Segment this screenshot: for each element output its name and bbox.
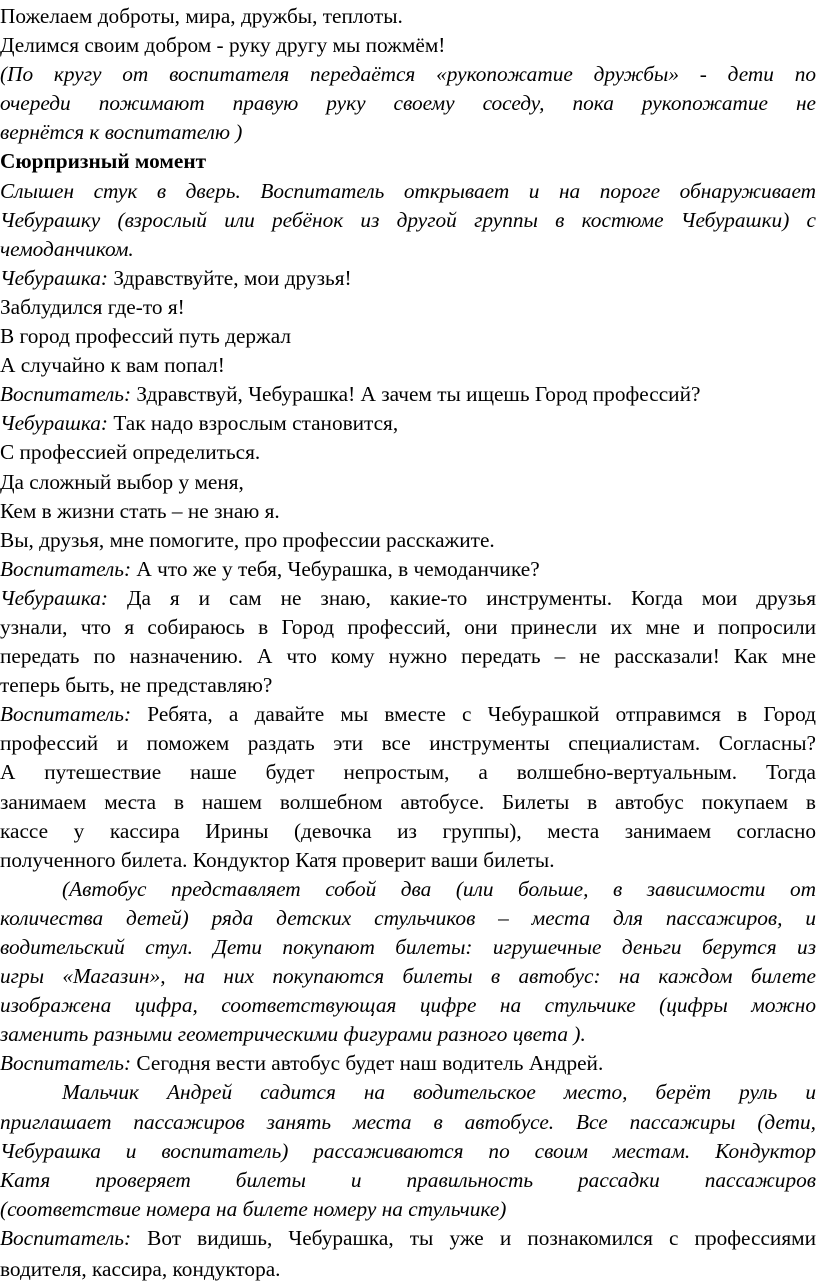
text-line: Заблудился где-то я! bbox=[0, 294, 185, 319]
speech-line bbox=[0, 584, 816, 613]
speech-text: Здравствуйте, мои друзья! bbox=[108, 265, 352, 290]
italic-line: (По кругу от воспитателя передаётся «рукопожатие дружбы» - дети по bbox=[0, 62, 816, 87]
text-line: Да сложный выбор у меня, bbox=[0, 469, 244, 494]
text-line: Кем в жизни стать – не знаю я. bbox=[0, 498, 280, 523]
text-line: водителя, кассира, кондуктора. bbox=[0, 1257, 281, 1282]
speaker-label: Воспитатель: bbox=[0, 1225, 132, 1250]
italic-line: количества детей) ряда детских стульчиков – места для пассажиров, и bbox=[0, 905, 816, 930]
text-line: занимаем места в нашем волшебном автобусе. Билеты в автобус покупаем в bbox=[0, 789, 816, 814]
speaker-label: Чебурашка: bbox=[0, 265, 108, 290]
speech-line bbox=[0, 409, 816, 438]
italic-line: (Автобус представляет собой два (или больше, в зависимости от bbox=[62, 876, 816, 901]
speaker-label: Воспитатель: bbox=[0, 702, 132, 727]
text-line: теперь быть, не представляю? bbox=[0, 673, 273, 698]
italic-line: Слышен стук в дверь. Воспитатель открывает и на пороге обнаруживает bbox=[0, 178, 816, 203]
speech-line bbox=[0, 555, 816, 584]
italic-line: Катя проверяет билеты и правильность рассадки пассажиров bbox=[0, 1167, 816, 1192]
speaker-label: Чебурашка: bbox=[0, 411, 108, 436]
italic-line: (соответствие номера на билете номеру на стульчике) bbox=[0, 1196, 507, 1221]
speech-text: А что же у тебя, Чебурашка, в чемоданчике? bbox=[131, 556, 540, 581]
italic-line: изображена цифра, соответствующая цифре на стульчике (цифры можно bbox=[0, 993, 816, 1018]
speech-line bbox=[0, 264, 816, 293]
text-line: узнали, что я собираюсь в Город профессий, они принесли их мне и попросили bbox=[0, 614, 816, 639]
speech-text: Так надо взрослым становится, bbox=[108, 411, 399, 436]
stage-direction bbox=[0, 875, 816, 1050]
italic-line: Мальчик Андрей садится на водительское место, берёт руль и bbox=[62, 1080, 816, 1105]
speaker-label: Воспитатель: bbox=[0, 382, 132, 407]
speech-line bbox=[0, 1224, 816, 1253]
stage-direction bbox=[0, 177, 816, 264]
italic-line: чемоданчиком. bbox=[0, 236, 134, 261]
italic-line: игры «Магазин», на них покупаются билеты в автобус: на каждом билете bbox=[0, 964, 816, 989]
text-line: Пожелаем доброты, мира, дружбы, теплоты. bbox=[0, 4, 403, 28]
text-line: кассе у кассира Ирины (девочка из группы), места занимаем согласно bbox=[0, 818, 816, 843]
italic-line: водительский стул. Дети покупают билеты: игрушечные деньги берутся из bbox=[0, 935, 816, 959]
speech-paragraph bbox=[0, 584, 816, 700]
speech-paragraph bbox=[0, 700, 816, 875]
text-line: Делимся своим добром - руку другу мы пожмём! bbox=[0, 33, 446, 58]
speech-line bbox=[0, 380, 816, 409]
italic-line: Чебурашка и воспитатель) рассаживаются по своим местам. Кондуктор bbox=[0, 1138, 816, 1163]
speaker-label: Чебурашка: bbox=[0, 585, 108, 610]
text-line: профессий и поможем раздать эти все инструменты специалистам. Согласны? bbox=[0, 731, 816, 756]
text-line: А путешествие наше будет непростым, а волшебно-вертуальным. Тогда bbox=[0, 760, 816, 785]
text-line: С профессией определиться. bbox=[0, 440, 261, 465]
speaker-label: Воспитатель: bbox=[0, 1051, 132, 1076]
text-line: Вы, друзья, мне помогите, про профессии расскажите. bbox=[0, 527, 495, 552]
speech-line bbox=[0, 700, 816, 729]
speech-line bbox=[0, 1049, 816, 1078]
stage-direction bbox=[0, 60, 816, 147]
italic-line: приглашает пассажиров занять места в автобусе. Все пассажиры (дети, bbox=[0, 1109, 816, 1134]
speech-text: Здравствуй, Чебурашка! А зачем ты ищешь Город профессий? bbox=[131, 382, 701, 407]
italic-line: заменить разными геометрическими фигурами разного цвета ). bbox=[0, 1022, 586, 1047]
section-heading: Сюрпризный момент bbox=[0, 149, 207, 174]
speech-paragraph bbox=[0, 1224, 816, 1284]
italic-line: Чебурашку (взрослый или ребёнок из другой группы в костюме Чебурашки) с bbox=[0, 207, 816, 232]
text-line: полученного билета. Кондуктор Катя проверит ваши билеты. bbox=[0, 847, 555, 872]
speech-text: Вот видишь, Чебурашка, ты уже и познакомился с профессиями bbox=[131, 1225, 816, 1250]
text-line: передать по назначению. А что кому нужно передать – не рассказали! Как мне bbox=[0, 644, 816, 669]
speech-text: Ребята, а давайте мы вместе с Чебурашкой отправимся в Город bbox=[131, 702, 816, 727]
italic-line: очереди пожимают правую руку своему соседу, пока рукопожатие не bbox=[0, 91, 816, 116]
stage-direction bbox=[0, 1078, 816, 1223]
text-line: В город профессий путь держал bbox=[0, 324, 292, 349]
italic-line: вернётся к воспитателю ) bbox=[0, 120, 243, 145]
speech-text: Да я и сам не знаю, какие-то инструменты. Когда мои друзья bbox=[108, 585, 816, 610]
speaker-label: Воспитатель: bbox=[0, 556, 132, 581]
text-line: А случайно к вам попал! bbox=[0, 353, 225, 378]
speech-text: Сегодня вести автобус будет наш водитель Андрей. bbox=[131, 1051, 604, 1076]
